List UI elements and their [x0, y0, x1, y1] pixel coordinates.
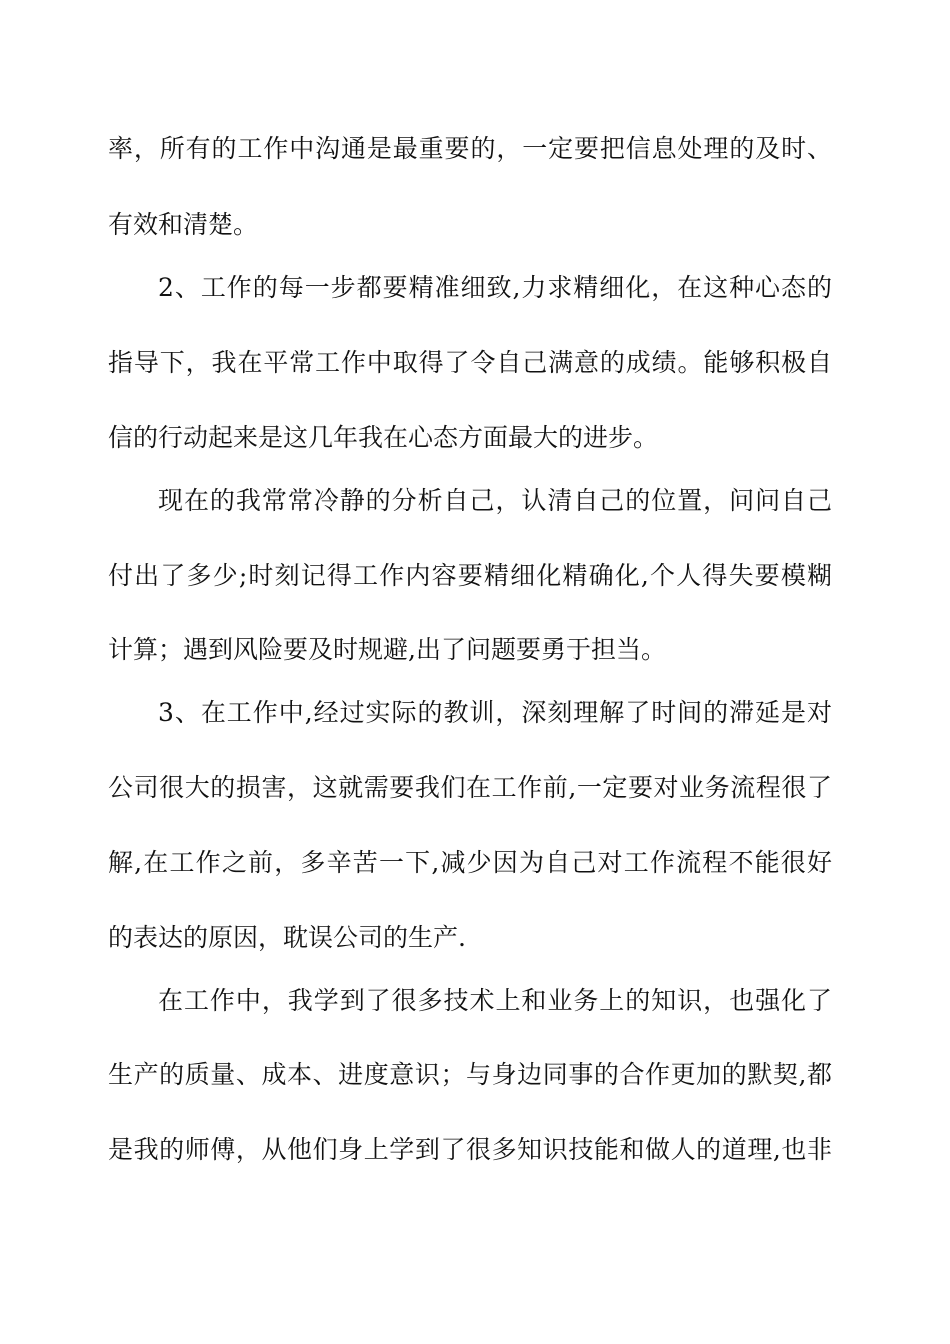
text-line: 公司很大的损害，这就需要我们在工作前,一定要对业务流程很了 — [108, 773, 832, 802]
text-line: 生产的质量、成本、进度意识；与身边同事的合作更加的默契,都 — [108, 1060, 832, 1089]
text-line: 付出了多少;时刻记得工作内容要精细化精确化,个人得失要模糊 — [108, 561, 832, 590]
text-line: 率，所有的工作中沟通是最重要的，一定要把信息处理的及时、 — [108, 134, 832, 163]
text-line: 3、在工作中,经过实际的教训，深刻理解了时间的滞延是对 — [158, 698, 832, 727]
text-line: 有效和清楚。 — [108, 210, 259, 239]
text-line: 现在的我常常冷静的分析自己，认清自己的位置，问问自己 — [158, 486, 832, 515]
text-line: 在工作中，我学到了很多技术上和业务上的知识，也强化了 — [158, 986, 832, 1015]
text-line: 的表达的原因，耽误公司的生产. — [108, 923, 466, 952]
text-line: 指导下，我在平常工作中取得了令自己满意的成绩。能够积极自 — [108, 348, 832, 377]
text-line: 2、工作的每一步都要精准细致,力求精细化，在这种心态的 — [158, 273, 832, 302]
text-line: 是我的师傅，从他们身上学到了很多知识技能和做人的道理,也非 — [108, 1135, 832, 1164]
text-line: 解,在工作之前，多辛苦一下,减少因为自己对工作流程不能很好 — [108, 848, 832, 877]
text-line: 信的行动起来是这几年我在心态方面最大的进步。 — [108, 423, 659, 452]
text-line: 计算；遇到风险要及时规避,出了问题要勇于担当。 — [108, 635, 666, 664]
